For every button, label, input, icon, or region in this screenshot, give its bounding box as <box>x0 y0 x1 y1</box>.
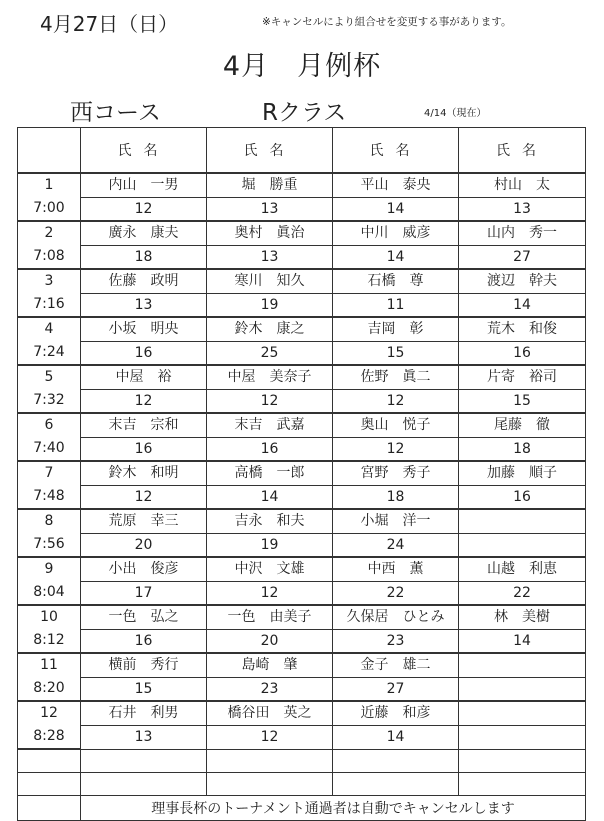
footer-row <box>18 796 586 821</box>
player-handicap: 18 <box>333 485 459 509</box>
player-handicap: 13 <box>207 197 333 221</box>
page-title: 4月 月例杯 <box>222 51 382 82</box>
player-handicap: 27 <box>459 245 586 269</box>
player-handicap <box>459 533 586 557</box>
player-handicap: 20 <box>81 533 207 557</box>
tee-time: 8:04 <box>33 584 65 600</box>
tee-slot <box>18 173 81 221</box>
player-handicap: 22 <box>459 581 586 605</box>
as-of-date: 4/14（現在） <box>424 108 487 119</box>
group-number: 9 <box>44 561 54 577</box>
player-handicap: 15 <box>81 677 207 701</box>
player-name: 鈴木 和明 <box>81 461 207 485</box>
player-name: 中川 威彦 <box>333 221 459 245</box>
player-name: 金子 雄二 <box>333 653 459 677</box>
header-corner <box>18 128 81 174</box>
player-handicap: 25 <box>207 341 333 365</box>
column-header: 氏名 <box>459 128 586 174</box>
player-name: 石橋 尊 <box>333 269 459 293</box>
player-handicap: 14 <box>333 725 459 749</box>
group-name-row <box>18 317 586 341</box>
player-handicap: 24 <box>333 533 459 557</box>
player-name: 横前 秀行 <box>81 653 207 677</box>
player-handicap: 13 <box>81 293 207 317</box>
player-name: 橋谷田 英之 <box>207 701 333 725</box>
player-name: 石井 利男 <box>81 701 207 725</box>
player-handicap: 12 <box>207 389 333 413</box>
tee-time: 8:12 <box>33 632 65 648</box>
group-number: 2 <box>44 225 54 241</box>
group-handicap-row <box>18 629 586 653</box>
player-handicap: 13 <box>459 197 586 221</box>
player-name: 宮野 秀子 <box>333 461 459 485</box>
player-name: 小出 俊彦 <box>81 557 207 581</box>
group-number: 12 <box>40 705 58 721</box>
blank-cell <box>207 749 333 773</box>
player-handicap: 12 <box>81 197 207 221</box>
player-handicap: 16 <box>459 341 586 365</box>
group-name-row <box>18 365 586 389</box>
player-name: 末吉 宗和 <box>81 413 207 437</box>
group-name-row <box>18 557 586 581</box>
player-handicap: 27 <box>333 677 459 701</box>
player-handicap: 12 <box>81 485 207 509</box>
group-handicap-row <box>18 437 586 461</box>
group-handicap-row <box>18 197 586 221</box>
player-name: 小坂 明央 <box>81 317 207 341</box>
player-name: 内山 一男 <box>81 173 207 197</box>
player-handicap <box>459 677 586 701</box>
player-handicap: 18 <box>81 245 207 269</box>
group-name-row <box>18 413 586 437</box>
blank-cell <box>81 749 207 773</box>
tee-slot <box>18 269 81 317</box>
group-name-row <box>18 653 586 677</box>
player-name: 加藤 順子 <box>459 461 586 485</box>
player-name: 末吉 武嘉 <box>207 413 333 437</box>
blank-row <box>18 749 586 773</box>
tee-slot <box>18 557 81 605</box>
tee-slot <box>18 365 81 413</box>
group-name-row <box>18 701 586 725</box>
group-name-row <box>18 221 586 245</box>
blank-cell <box>18 796 81 821</box>
group-number: 8 <box>44 513 54 529</box>
player-name: 山越 利恵 <box>459 557 586 581</box>
tee-slot <box>18 605 81 653</box>
blank-cell <box>81 773 207 796</box>
player-handicap: 12 <box>207 725 333 749</box>
player-handicap: 11 <box>333 293 459 317</box>
group-name-row <box>18 509 586 533</box>
player-name: 荒木 和俊 <box>459 317 586 341</box>
group-handicap-row <box>18 725 586 749</box>
tee-time: 7:40 <box>33 440 65 456</box>
tee-slot <box>18 461 81 509</box>
player-name: 中屋 裕 <box>81 365 207 389</box>
column-header: 氏名 <box>333 128 459 174</box>
column-header: 氏名 <box>81 128 207 174</box>
player-handicap: 14 <box>459 629 586 653</box>
tee-slot <box>18 509 81 557</box>
group-number: 7 <box>44 465 54 481</box>
group-handicap-row <box>18 677 586 701</box>
group-name-row <box>18 461 586 485</box>
player-handicap: 15 <box>459 389 586 413</box>
group-name-row <box>18 605 586 629</box>
event-date: 4月27日（日） <box>40 12 179 36</box>
player-name: 林 美樹 <box>459 605 586 629</box>
group-number: 3 <box>44 273 54 289</box>
player-name: 高橋 一郎 <box>207 461 333 485</box>
group-name-row <box>18 269 586 293</box>
player-handicap: 20 <box>207 629 333 653</box>
player-handicap: 23 <box>333 629 459 653</box>
player-name: 佐藤 政明 <box>81 269 207 293</box>
blank-cell <box>18 749 81 773</box>
blank-cell <box>207 773 333 796</box>
player-handicap <box>459 725 586 749</box>
player-name <box>459 701 586 725</box>
player-handicap: 16 <box>81 437 207 461</box>
player-handicap: 16 <box>81 341 207 365</box>
player-handicap: 14 <box>459 293 586 317</box>
group-number: 4 <box>44 321 54 337</box>
course-label: 西コース <box>70 100 161 126</box>
player-handicap: 12 <box>333 389 459 413</box>
tee-time: 7:48 <box>33 488 65 504</box>
tee-time: 7:56 <box>33 536 65 552</box>
player-handicap: 12 <box>333 437 459 461</box>
player-handicap: 23 <box>207 677 333 701</box>
footer-note: 理事長杯のトーナメント通過者は自動でキャンセルします <box>81 796 586 821</box>
player-handicap: 15 <box>333 341 459 365</box>
player-handicap: 14 <box>207 485 333 509</box>
player-name: 一色 弘之 <box>81 605 207 629</box>
player-handicap: 13 <box>207 245 333 269</box>
tee-time: 7:00 <box>33 200 65 216</box>
player-name <box>459 509 586 533</box>
group-number: 11 <box>40 657 58 673</box>
player-name: 山内 秀一 <box>459 221 586 245</box>
player-handicap: 19 <box>207 533 333 557</box>
tee-time: 7:16 <box>33 296 65 312</box>
pairing-table <box>17 127 586 821</box>
player-handicap: 16 <box>207 437 333 461</box>
player-name: 吉永 和夫 <box>207 509 333 533</box>
player-handicap: 18 <box>459 437 586 461</box>
tee-time: 7:32 <box>33 392 65 408</box>
tee-time: 7:24 <box>33 344 65 360</box>
player-name: 奥山 悦子 <box>333 413 459 437</box>
blank-cell <box>459 773 586 796</box>
player-name: 堀 勝重 <box>207 173 333 197</box>
column-header: 氏名 <box>207 128 333 174</box>
player-name: 平山 泰央 <box>333 173 459 197</box>
tee-time: 7:08 <box>33 248 65 264</box>
tee-time: 8:20 <box>33 680 65 696</box>
player-name: 奥村 眞治 <box>207 221 333 245</box>
player-name: 吉岡 彰 <box>333 317 459 341</box>
player-name: 片寄 裕司 <box>459 365 586 389</box>
player-name: 中沢 文雄 <box>207 557 333 581</box>
group-handicap-row <box>18 581 586 605</box>
blank-cell <box>333 773 459 796</box>
player-name: 村山 太 <box>459 173 586 197</box>
group-handicap-row <box>18 341 586 365</box>
player-handicap: 12 <box>207 581 333 605</box>
group-number: 6 <box>44 417 54 433</box>
player-name: 一色 由美子 <box>207 605 333 629</box>
tee-slot <box>18 653 81 701</box>
group-number: 1 <box>44 177 54 193</box>
player-name: 中屋 美奈子 <box>207 365 333 389</box>
group-handicap-row <box>18 389 586 413</box>
cancellation-notice: ※キャンセルにより組合せを変更する事があります。 <box>262 16 512 28</box>
player-handicap: 22 <box>333 581 459 605</box>
group-handicap-row <box>18 245 586 269</box>
tee-slot <box>18 221 81 269</box>
player-handicap: 16 <box>81 629 207 653</box>
player-name: 小堀 洋一 <box>333 509 459 533</box>
group-number: 5 <box>44 369 54 385</box>
player-handicap: 14 <box>333 197 459 221</box>
group-handicap-row <box>18 293 586 317</box>
group-name-row <box>18 173 586 197</box>
player-handicap: 13 <box>81 725 207 749</box>
player-name: 中西 薫 <box>333 557 459 581</box>
tee-slot <box>18 413 81 461</box>
player-name: 近藤 和彦 <box>333 701 459 725</box>
player-handicap: 16 <box>459 485 586 509</box>
tee-slot <box>18 701 81 749</box>
player-handicap: 12 <box>81 389 207 413</box>
player-name <box>459 653 586 677</box>
player-name: 鈴木 康之 <box>207 317 333 341</box>
class-label: Rクラス <box>262 100 347 126</box>
blank-row <box>18 773 586 796</box>
group-number: 10 <box>40 609 58 625</box>
tee-time: 8:28 <box>33 728 65 744</box>
player-name: 島崎 肇 <box>207 653 333 677</box>
player-name: 久保居 ひとみ <box>333 605 459 629</box>
header-row <box>18 128 586 174</box>
player-handicap: 14 <box>333 245 459 269</box>
player-name: 荒原 幸三 <box>81 509 207 533</box>
player-name: 渡辺 幹夫 <box>459 269 586 293</box>
tee-slot <box>18 317 81 365</box>
group-handicap-row <box>18 485 586 509</box>
player-name: 尾藤 徹 <box>459 413 586 437</box>
player-name: 寒川 知久 <box>207 269 333 293</box>
player-name: 佐野 眞二 <box>333 365 459 389</box>
player-handicap: 19 <box>207 293 333 317</box>
player-name: 廣永 康夫 <box>81 221 207 245</box>
blank-cell <box>333 749 459 773</box>
blank-cell <box>459 749 586 773</box>
blank-cell <box>18 773 81 796</box>
group-handicap-row <box>18 533 586 557</box>
player-handicap: 17 <box>81 581 207 605</box>
